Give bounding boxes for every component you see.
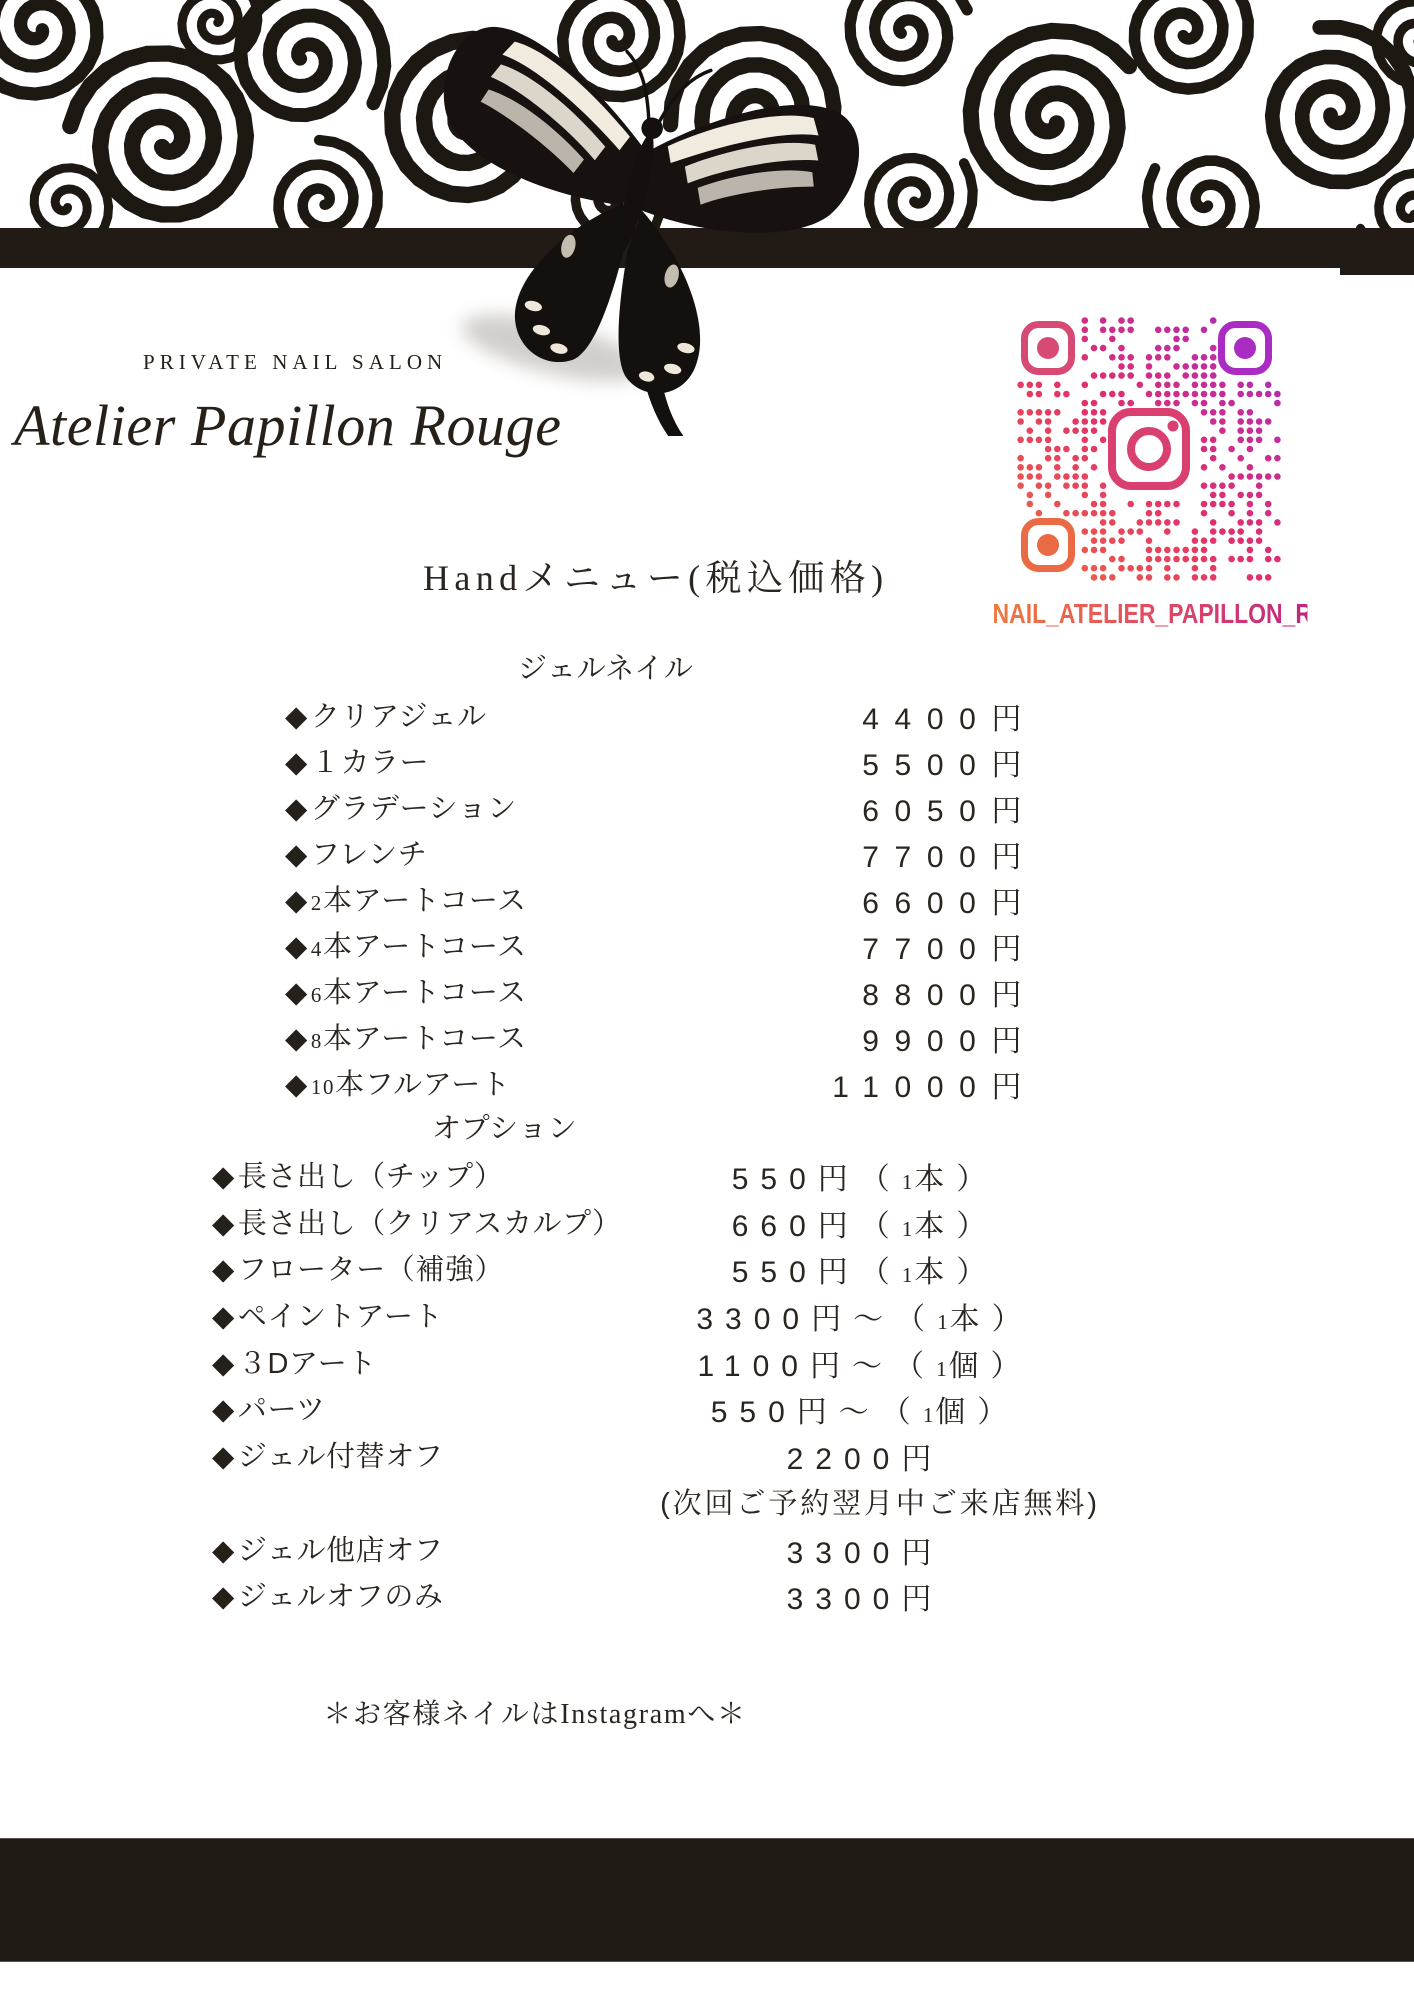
diamond-bullet-icon: ◆ (285, 747, 308, 779)
item-price: 550円（1本） (731, 1163, 999, 1196)
item-label: ◆ フレンチ (285, 839, 428, 871)
item-price: 3300円 (786, 1583, 944, 1617)
item-label: ◆ フローター（補強） (212, 1254, 505, 1287)
item-label: ◆ ジェルオフのみ (212, 1581, 444, 1614)
item-price: 11000円 (832, 1071, 1037, 1104)
diamond-bullet-icon: ◆ (212, 1207, 235, 1240)
salon-name-script: Atelier Papillon Rouge (14, 393, 562, 458)
menu-item-row (0, 1294, 1414, 1341)
instagram-handle: NAIL_ATELIER_PAPILLON_ROUGE (992, 598, 1380, 629)
bottom-black-bar (0, 1838, 1414, 1962)
item-price: 550円（1本） (731, 1256, 999, 1290)
diamond-bullet-icon: ◆ (212, 1394, 235, 1427)
item-label: ◆ 長さ出し（チップ） (212, 1161, 504, 1193)
menu-item-row (0, 740, 1414, 786)
diamond-bullet-icon: ◆ (212, 1441, 235, 1474)
item-price: 7700円 (862, 841, 1037, 874)
item-label: ◆ グラデーション (285, 793, 517, 825)
header-black-band-step (1340, 268, 1414, 275)
menu-item-row (0, 1247, 1414, 1294)
item-label: ◆ 10本フルアート (285, 1069, 511, 1101)
item-label: ◆ ジェル付替オフ (212, 1441, 444, 1474)
item-label: ◆ ジェル他店オフ (212, 1534, 444, 1567)
menu-item-row (0, 1341, 1414, 1388)
diamond-bullet-icon: ◆ (212, 1301, 235, 1334)
item-price: 3300円 (786, 1536, 944, 1570)
diamond-bullet-icon: ◆ (285, 1023, 308, 1055)
diamond-bullet-icon: ◆ (212, 1347, 235, 1380)
item-price: 9900円 (862, 1025, 1037, 1058)
item-price: 6050円 (862, 795, 1037, 828)
menu-item-row (0, 970, 1414, 1016)
item-price: 4400円 (862, 703, 1037, 736)
menu-item-row (0, 1062, 1414, 1108)
item-label: ◆ 6本アートコース (285, 977, 527, 1009)
item-label: ◆ 2本アートコース (285, 885, 527, 917)
menu-item-row (0, 878, 1414, 924)
diamond-bullet-icon: ◆ (285, 701, 308, 733)
diamond-bullet-icon: ◆ (285, 885, 308, 917)
diamond-bullet-icon: ◆ (285, 977, 308, 1009)
item-label: ◆ クリアジェル (285, 701, 487, 733)
diamond-bullet-icon: ◆ (285, 1069, 308, 1101)
menu-item-row (0, 1481, 1414, 1528)
item-price: 7700円 (862, 933, 1037, 966)
item-price: 5500円 (862, 749, 1037, 782)
item-label: ◆ １カラー (285, 747, 430, 779)
menu-item-row (0, 1528, 1414, 1575)
item-label: ◆ パーツ (212, 1394, 326, 1427)
diamond-bullet-icon: ◆ (285, 931, 308, 963)
instagram-qr-code (1016, 316, 1282, 582)
menu-item-row (0, 832, 1414, 878)
item-price: 660円（1本） (731, 1209, 999, 1243)
diamond-bullet-icon: ◆ (285, 839, 308, 871)
diamond-bullet-icon: ◆ (212, 1254, 235, 1287)
menu-item-row (0, 786, 1414, 832)
section-heading-options: オプション (432, 1113, 578, 1145)
menu-title: Handメニュー(税込価格) (423, 558, 889, 598)
menu-item-row (0, 1154, 1414, 1201)
item-price: 6600円 (862, 887, 1037, 920)
diamond-bullet-icon: ◆ (212, 1161, 235, 1193)
diamond-bullet-icon: ◆ (212, 1581, 235, 1614)
gel-nail-price-list (0, 694, 1414, 1108)
menu-item-row (0, 924, 1414, 970)
item-price: 550円～（1個） (710, 1396, 1020, 1430)
diamond-bullet-icon: ◆ (285, 793, 308, 825)
salon-tagline: PRIVATE NAIL SALON (143, 350, 448, 374)
item-label: ◆ ３Dアート (212, 1347, 377, 1380)
diamond-bullet-icon: ◆ (212, 1534, 235, 1567)
menu-item-row (0, 1387, 1414, 1434)
item-price: 8800円 (862, 979, 1037, 1012)
menu-item-row (0, 1201, 1414, 1248)
item-price: (次回ご予約翌月中ご来店無料) (660, 1487, 1100, 1520)
section-heading-gel-nail: ジェルネイル (518, 653, 694, 685)
butterfly-image (383, 16, 875, 436)
item-price: 2200円 (786, 1443, 944, 1477)
menu-item-row (0, 1016, 1414, 1062)
item-label: ◆ 4本アートコース (285, 931, 527, 963)
item-price: 1100円～（1個） (697, 1349, 1033, 1383)
menu-item-row (0, 1574, 1414, 1621)
item-label: ◆ 長さ出し（クリアスカルプ） (212, 1207, 622, 1240)
item-label: ◆ ペイントアート (212, 1301, 444, 1334)
menu-item-row (0, 1434, 1414, 1481)
menu-item-row (0, 694, 1414, 740)
footer-instagram-note: ＊お客様ネイルはInstagramへ＊ (323, 1699, 747, 1730)
options-price-list (0, 1154, 1414, 1621)
item-label: ◆ 8本アートコース (285, 1023, 527, 1055)
item-price: 3300円～（1本） (696, 1303, 1034, 1337)
